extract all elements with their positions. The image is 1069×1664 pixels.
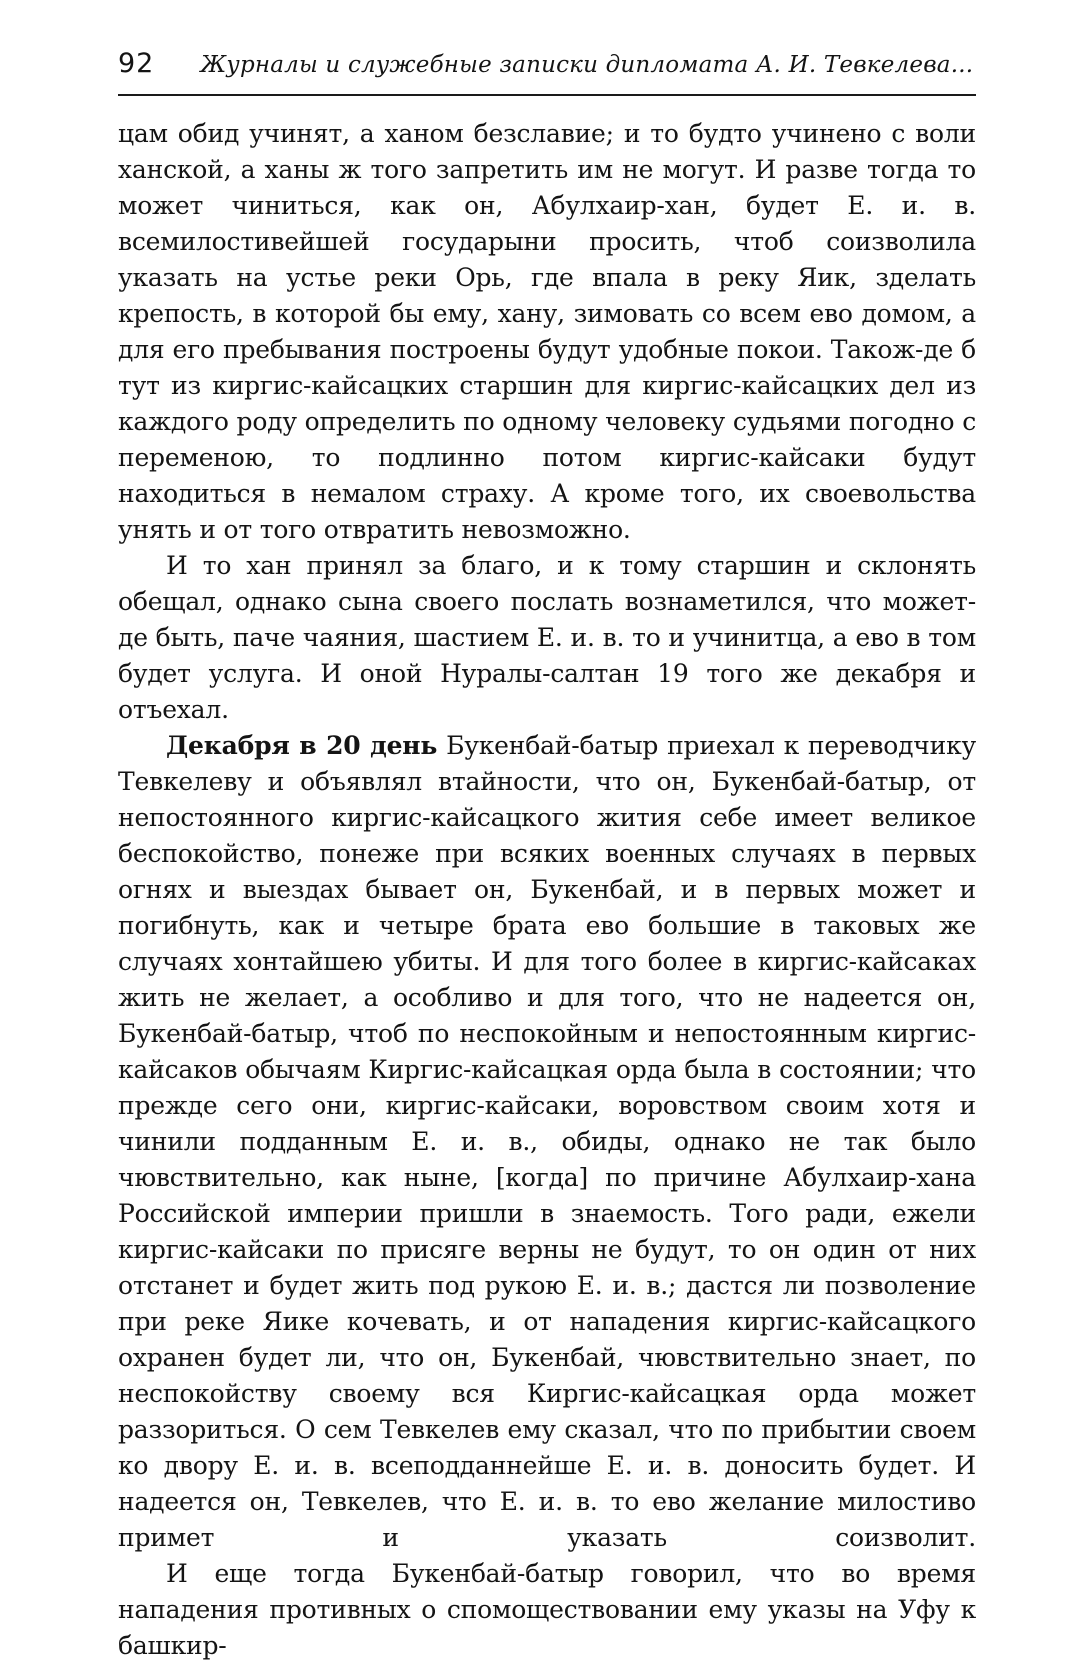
paragraph-3 — [118, 728, 976, 1556]
running-head — [118, 48, 976, 96]
book-page — [118, 48, 976, 1664]
paragraph-3-text: Букенбай-батыр приехал к переводчику Тевкелеву и объявлял втайности, что он, Букенбай-батыр, от непостоянного киргис-кайсацкого жития себе имеет великое беспокойство, понеже при всяких военных случаях в первых огнях и выездах бывает он, Букенбай, и в первых может и погибнуть, как и четыре брата ево большие в таковых же случаях хонтайшею убиты. И для того более в киргис-кайсаках жить не желает, а особливо и для того, что не надеется он, Букенбай-батыр, чтоб по неспокойным и непостоянным киргис-кайсаков обычаям Киргис-кайсацкая орда была в состоянии; что прежде сего они, киргис-кайсаки, воровством своим хотя и чинили подданным Е. и. в., обиды, однако не так было чювствительно, как ныне, [когда] по причине Абулхаир-хана Российской империи пришли в знаемость. Того ради, ежели киргис-кайсаки по присяге верны не будут, то он один от них отстанет и будет жить под рукою Е. и. в.; дастся ли позволение при реке Яике кочевать, и от нападения киргис-кайсацкого охранен будет ли, что он, Букенбай, чювствительно знает, по неспокойству своему вся Киргис-кайсацкая орда может раззориться. О сем Тевкелев ему сказал, что по прибытии своем ко двору Е. и. в. всеподданнейше Е. и. в. доносить будет. И надеется он, Тевкелев, что Е. и. в. то ево желание милостиво примет и указать соизволит. — [118, 731, 977, 1552]
paragraph-2: И то хан принял за благо, и к тому старшин и склонять обещал, однако сына своего послать вознаметился, что может-де быть, паче чаяния, шастием Е. и. в. то и учинитца, а ево в том будет услуга. И оной Нуралы-салтан 19 того же декабря и отъехал. — [118, 551, 976, 724]
paragraph-1: цам обид учинят, а ханом безславие; и то будто учинено с воли ханской, а ханы ж того запретить им не могут. И разве тогда то может чиниться, как он, Абулхаир-хан, будет Е. и. в. всемилостивейшей государыни просить, чтоб соизволила указать на устье реки Орь, где впала в реку Яик, зделать крепость, в которой бы ему, хану, зимовать со всем ево домом, а для его пребывания построены будут удобные покои. Також-де б тут из киргис-кайсацких старшин для киргис-кайсацких дел из каждого роду определить по одному человеку судьями погодно с переменою, то подлинно потом киргис-кайсаки будут находиться в немалом страху. А кроме того, их своевольства унять и от того отвратить невозможно. — [118, 119, 976, 544]
running-title: Журналы и служебные записки дипломата А. И. Тевкелева... — [200, 52, 974, 78]
date-heading: Декабря в 20 день — [166, 731, 438, 760]
paragraph-4: И еще тогда Букенбай-батыр говорил, что во время нападения противных о спомоществовании ему указы на Уфу к башкир- — [118, 1559, 976, 1660]
page-number: 92 — [118, 48, 155, 79]
